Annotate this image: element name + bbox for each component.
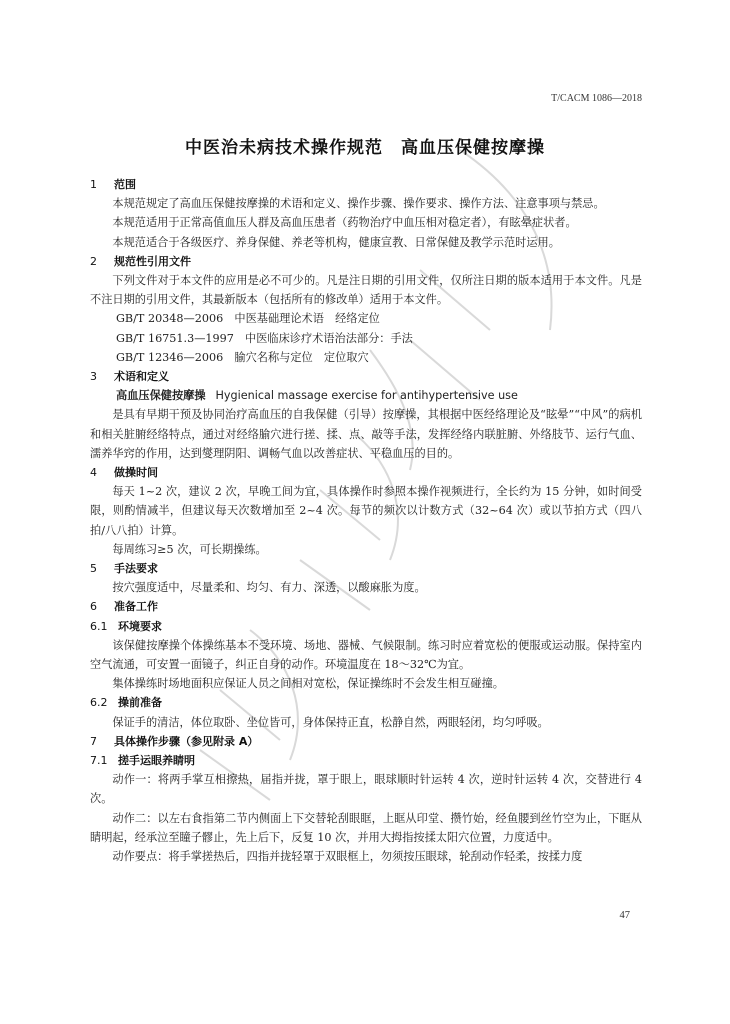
page-number: 47 — [619, 910, 630, 921]
section-heading-7: 7 具体操作步骤（参见附录 A） — [90, 734, 259, 748]
paragraph: 动作要点：将手掌搓热后，四指并拢轻罩于双眼框上，勿须按压眼球，轮刮动作轻柔，按揉力度 — [112, 849, 583, 863]
paragraph: 本规范适合于各级医疗、养身保健、养老等机构，健康宣教、日常保健及教学示范时运用。 — [112, 235, 560, 249]
section-heading-1: 1 范围 — [90, 178, 136, 191]
reference-item: GB/T 16751.3—1997 中医临床诊疗术语治法部分：手法 — [116, 331, 413, 345]
standard-number: T/CACM 1086—2018 — [551, 93, 642, 104]
section-heading-2: 2 规范性引用文件 — [90, 254, 191, 268]
subsection-heading-6-1: 6.1 环境要求 — [90, 619, 162, 633]
section-heading-6: 6 准备工作 — [90, 600, 158, 614]
paragraph: 每天 1~2 次，建议 2 次，早晚工间为宜，具体操作时参照本操作视频进行，全长约为 15 分钟，如时间受限，则酌情减半，但建议每天次数增加至 2~4 次。每节的频次以计数方式（32~64 次）或以节拍方式（四八拍/八八拍）计算。 — [90, 485, 642, 537]
term-definition-line — [90, 386, 642, 405]
paragraph: 每周练习≥5 次，可长期操练。 — [112, 542, 267, 556]
paragraph: 是具有早期干预及协同治疗高血压的自我保健（引导）按摩操，其根据中医经络理论及“眩晕”“中风”的病机和相关脏腑经络特点，通过对经络腧穴进行搓、揉、点、敲等手法，发挥经络内联脏腑、外络肢节、运行气血、濡养华窍的作用，达到燮理阴阳、调畅气血以改善症状、平稳血压的目的。 — [90, 408, 642, 460]
paragraph: 集体操练时场地面积应保证人员之间相对宽松，保证操练时不会发生相互碰撞。 — [112, 677, 504, 691]
section-heading-3: 3 术语和定义 — [90, 370, 169, 383]
paragraph: 下列文件对于本文件的应用是必不可少的。凡是注日期的引用文件，仅所注日期的版本适用于本文件。凡是不注日期的引用文件，其最新版本（包括所有的修改单）适用于本文件。 — [90, 273, 642, 307]
paragraph: 本规范规定了高血压保健按摩操的术语和定义、操作步骤、操作要求、操作方法、注意事项与禁忌。 — [112, 197, 605, 211]
reference-item: GB/T 12346—2006 腧穴名称与定位 定位取穴 — [116, 350, 369, 364]
document-body — [90, 175, 642, 866]
term-english: Hygienical massage exercise for antihypertensive use — [215, 389, 518, 403]
paragraph: 保证手的清洁，体位取卧、坐位皆可，身体保持正直，松静自然，两眼轻闭，均匀呼吸。 — [112, 715, 549, 729]
paragraph: 本规范适用于正常高值血压人群及高血压患者（药物治疗中血压相对稳定者），有眩晕症状者。 — [112, 216, 577, 230]
page-title: 中医治未病技术操作规范 高血压保健按摩操 — [185, 138, 545, 158]
subsection-heading-6-2: 6.2 操前准备 — [90, 696, 162, 710]
reference-item: GB/T 20348—2006 中医基础理论术语 经络定位 — [116, 312, 380, 326]
paragraph: 动作二：以左右食指第二节内侧面上下交替轮刮眼眶，上眶从印堂、攒竹始，经鱼腰到丝竹空为止，下眶从睛明起，经承泣至瞳子髎止，先上后下，反复 10 次，并用大拇指按揉太阳穴位置，力度适中。 — [90, 811, 642, 844]
subsection-heading-7-1: 7.1 搓手运眼养睛明 — [90, 753, 195, 767]
paragraph: 按穴强度适中，尽量柔和、均匀、有力、深透，以酸麻胀为度。 — [112, 581, 426, 595]
paragraph: 该保健按摩操个体操练基本不受环境、场地、器械、气候限制。练习时应着宽松的便服或运动服。保持室内空气流通，可安置一面镜子，纠正自身的动作。环境温度在 18～32℃为宜。 — [90, 638, 642, 671]
section-heading-4: 4 做操时间 — [90, 466, 158, 479]
term-chinese: 高血压保健按摩操 — [116, 389, 206, 403]
section-heading-5: 5 手法要求 — [90, 562, 158, 575]
paragraph: 动作一：将两手掌互相擦热，届指并拢，罩于眼上，眼球顺时针运转 4 次，逆时针运转 4 次，交替进行 4 次。 — [90, 773, 642, 806]
